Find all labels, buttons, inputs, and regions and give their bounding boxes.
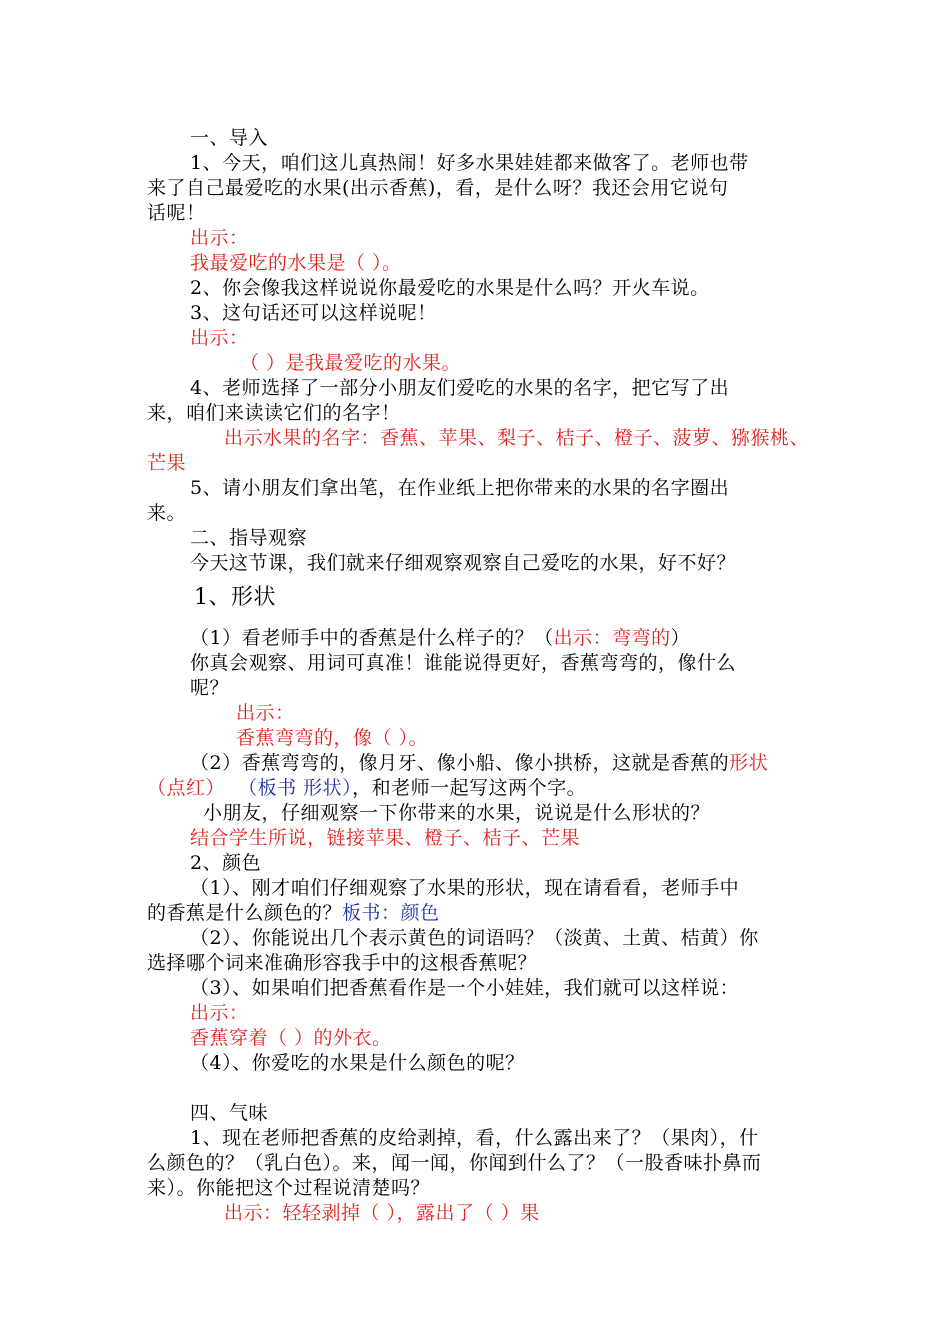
paragraph-line: 的香蕉是什么颜色的？板书：颜色 <box>147 902 440 924</box>
heading-intro: 一、导入 <box>190 127 269 149</box>
sentence-pattern: 我最爱吃的水果是（ ）。 <box>190 252 402 274</box>
paragraph-line: 2、你会像我这样说说你最爱吃的水果是什么吗？开火车说。 <box>190 277 710 299</box>
sentence-pattern: 出示：轻轻剥掉（ ），露出了（ ）果 <box>224 1202 540 1224</box>
paragraph-line: 么颜色的？（乳白色）。来，闻一闻，你闻到什么了？（一股香味扑鼻而 <box>147 1152 762 1174</box>
paragraph-line: （3）、如果咱们把香蕉看作是一个小娃娃，我们就可以这样说： <box>190 977 740 999</box>
teaching-note: 结合学生所说，链接苹果、橙子、桔子、芒果 <box>190 827 581 849</box>
paragraph-line: 来）。你能把这个过程说清楚吗？ <box>147 1177 431 1199</box>
paragraph-line: （2）香蕉弯弯的，像月牙、像小船、像小拱桥，这就是香蕉的形状 <box>190 752 769 774</box>
paragraph-line: 今天这节课，我们就来仔细观察观察自己爱吃的水果，好不好？ <box>190 552 737 574</box>
sentence-pattern: 香蕉穿着（ ）的外衣。 <box>190 1027 392 1049</box>
fruit-names: 芒果 <box>147 452 187 474</box>
fruit-names: 出示水果的名字：香蕉、苹果、梨子、桔子、橙子、菠萝、猕猴桃、 <box>224 427 810 449</box>
paragraph-line: （点红） （板书 形状），和老师一起写这两个字。 <box>147 777 587 799</box>
heading-color: 2、颜色 <box>190 852 262 874</box>
paragraph-line: 来了自己最爱吃的水果(出示香蕉)，看，是什么呀？我还会用它说句 <box>147 177 729 199</box>
paragraph-line: 来，咱们来读读它们的名字！ <box>147 402 401 424</box>
question-line: （1）看老师手中的香蕉是什么样子的？（出示：弯弯的） <box>190 627 691 649</box>
show-label: 出示： <box>190 327 249 349</box>
paragraph-line: 你真会观察、用词可真准！谁能说得更好，香蕉弯弯的，像什么 <box>190 652 737 674</box>
paragraph-line: 来。 <box>147 502 187 524</box>
heading-smell: 四、气味 <box>190 1102 269 1124</box>
paragraph-line: 选择哪个词来准确形容我手中的这根香蕉呢？ <box>147 952 538 974</box>
paragraph-line: 3、这句话还可以这样说呢！ <box>190 302 437 324</box>
paragraph-line: （1）、刚才咱们仔细观察了水果的形状，现在请看看，老师手中 <box>190 877 740 899</box>
paragraph-line: 1、今天，咱们这儿真热闹！好多水果娃娃都来做客了。老师也带 <box>190 152 749 174</box>
paragraph-line: 呢？ <box>190 677 230 699</box>
paragraph-line: 话呢！ <box>147 202 206 224</box>
heading-shape: 1、形状 <box>194 585 276 610</box>
sentence-pattern: 香蕉弯弯的，像（ ）。 <box>236 727 429 749</box>
show-label: 出示： <box>236 702 295 724</box>
heading-observe: 二、指导观察 <box>190 527 308 549</box>
sentence-pattern: （ ）是我最爱吃的水果。 <box>240 352 462 374</box>
paragraph-line: 4、老师选择了一部分小朋友们爱吃的水果的名字，把它写了出 <box>190 377 730 399</box>
paragraph-line: 5、请小朋友们拿出笔，在作业纸上把你带来的水果的名字圈出 <box>190 477 730 499</box>
show-label: 出示： <box>190 227 249 249</box>
paragraph-line: （2）、你能说出几个表示黄色的词语吗？（淡黄、土黄、桔黄）你 <box>190 927 759 949</box>
paragraph-line: 小朋友，仔细观察一下你带来的水果，说说是什么形状的？ <box>203 802 711 824</box>
paragraph-line: （4）、你爱吃的水果是什么颜色的呢？ <box>190 1052 525 1074</box>
paragraph-line: 1、现在老师把香蕉的皮给剥掉，看，什么露出来了？（果肉），什 <box>190 1127 759 1149</box>
show-label: 出示： <box>190 1002 249 1024</box>
